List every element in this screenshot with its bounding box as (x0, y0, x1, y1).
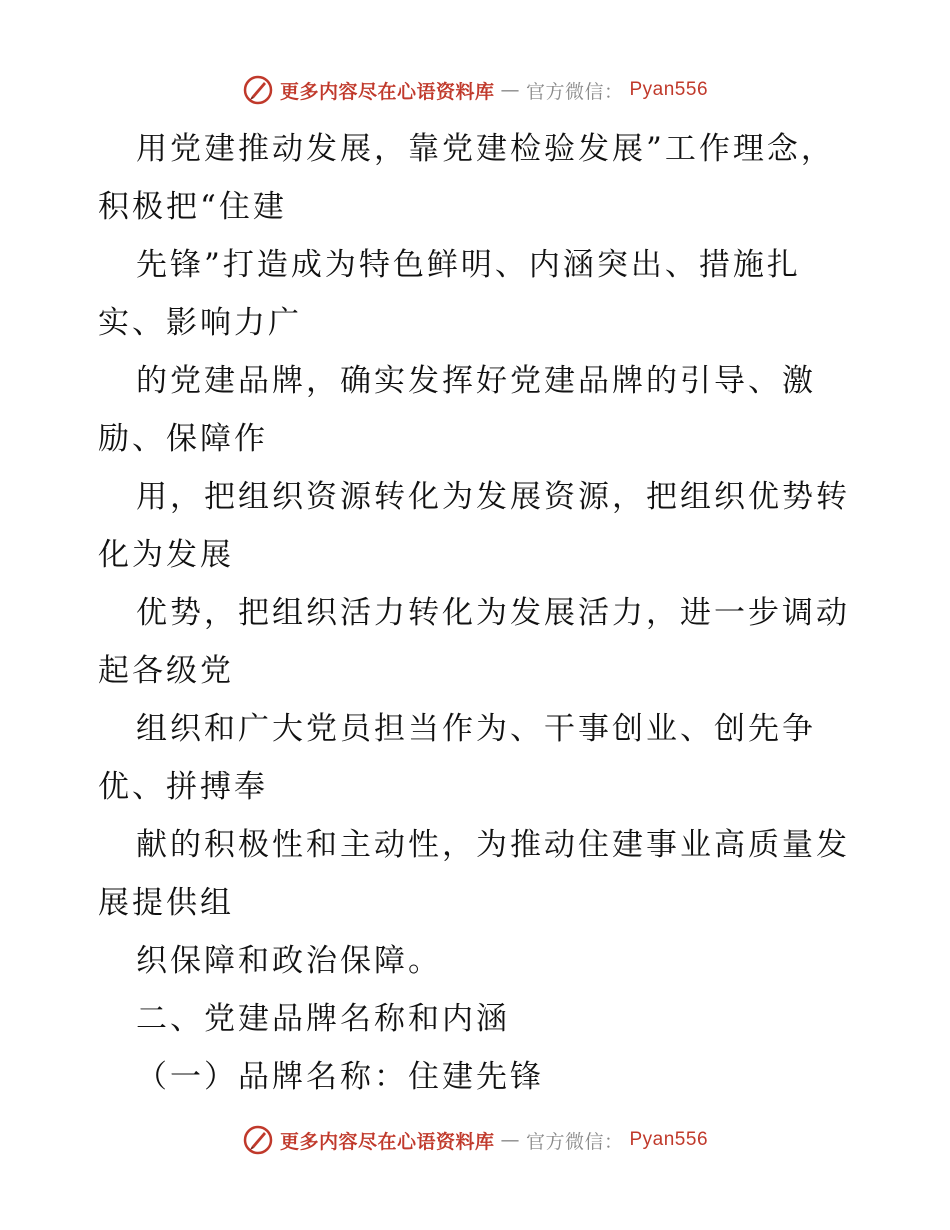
text-line: 化为发展 (98, 537, 234, 573)
text-line: 用，把组织资源转化为发展资源，把组织优势转 (136, 479, 850, 515)
header-watermark (0, 70, 950, 110)
footer-watermark (0, 1120, 950, 1160)
document-body (98, 120, 858, 1106)
text-line: 积极把“住建 (98, 189, 287, 225)
text-line: 优、拼搏奉 (98, 769, 268, 805)
text-line: 的党建品牌，确实发挥好党建品牌的引导、激 (136, 363, 816, 399)
text-line: 献的积极性和主动性，为推动住建事业高质量发 (136, 827, 850, 863)
watermark-id-text: Pyan556 (629, 1129, 709, 1150)
text-line: 用党建推动发展，靠党建检验发展”工作理念， (136, 131, 835, 167)
text-line: 起各级党 (98, 653, 234, 689)
watermark-separator: — (500, 79, 520, 101)
quill-logo-icon (242, 1124, 274, 1156)
watermark-sub-text: 官方微信： (525, 1130, 624, 1153)
text-line: 实、影响力广 (98, 305, 302, 341)
text-line: 展提供组 (98, 885, 234, 921)
watermark-main-text: 更多内容尽在心语资料库 (279, 1130, 495, 1153)
watermark-main-text: 更多内容尽在心语资料库 (279, 80, 495, 103)
text-line: 励、保障作 (98, 421, 268, 457)
text-line: 组织和广大党员担当作为、干事创业、创先争 (136, 711, 816, 747)
watermark-sub-text: 官方微信： (525, 80, 624, 103)
subsection-heading: （一）品牌名称：住建先锋 (136, 1059, 544, 1095)
text-line: 优势，把组织活力转化为发展活力，进一步调动 (136, 595, 850, 631)
text-line: 织保障和政治保障。 (136, 943, 442, 979)
quill-logo-icon (242, 74, 274, 106)
text-line: 先锋”打造成为特色鲜明、内涵突出、措施扎 (136, 247, 801, 283)
watermark-id-text: Pyan556 (629, 79, 709, 100)
watermark-separator: — (500, 1129, 520, 1151)
section-heading: 二、党建品牌名称和内涵 (136, 1001, 510, 1037)
